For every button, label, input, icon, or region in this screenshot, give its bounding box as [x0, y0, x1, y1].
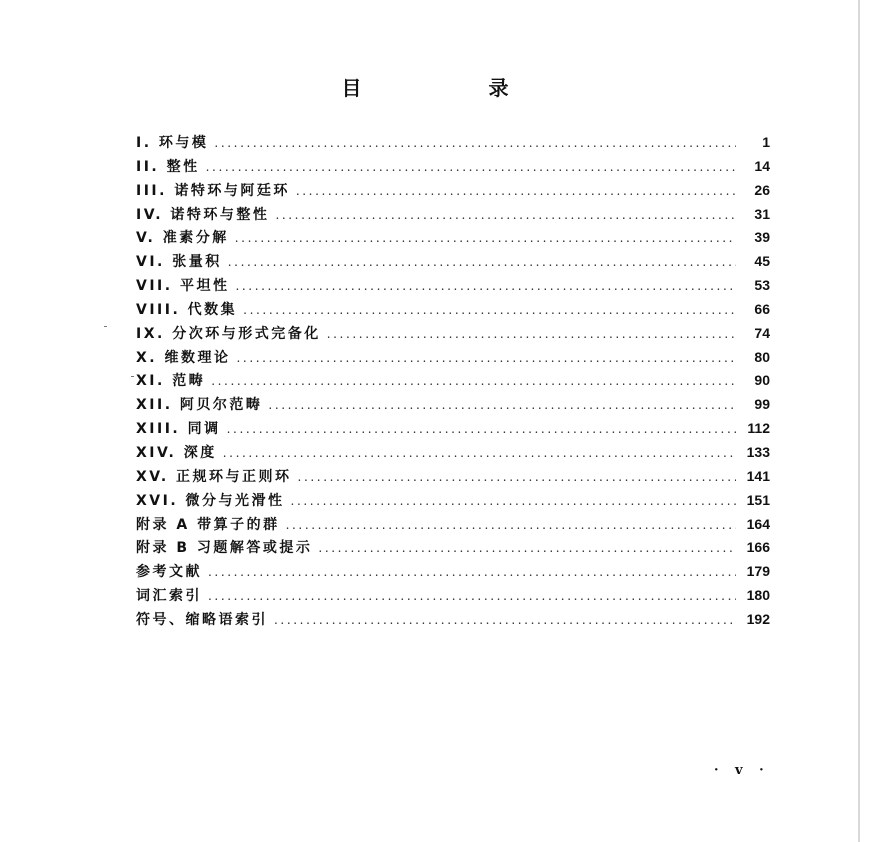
toc-leader-dots: [237, 351, 737, 365]
toc-entry-label: XI. 范畴: [136, 373, 206, 390]
toc-entry[interactable]: [136, 347, 770, 371]
toc-entry[interactable]: [136, 251, 770, 275]
toc-entry[interactable]: [136, 180, 770, 204]
toc-leader-dots: [227, 422, 736, 436]
toc-entry-page: 66: [754, 300, 770, 317]
toc-entry-page: 39: [754, 229, 770, 246]
scan-speck: [131, 376, 134, 377]
scan-speck: [104, 326, 107, 327]
toc-entry-label: VIII. 代数集: [136, 301, 238, 318]
toc-entry-page: 53: [754, 277, 770, 294]
toc-entry[interactable]: [136, 204, 770, 228]
toc-entry-label: III. 诺特环与阿廷环: [136, 182, 290, 199]
toc-leader-dots: [298, 470, 736, 484]
toc-entry-page: 14: [754, 157, 770, 174]
toc-entry-page: 31: [754, 205, 770, 222]
toc-entry[interactable]: [136, 442, 770, 466]
toc-entry[interactable]: [136, 585, 770, 609]
toc-entry[interactable]: [136, 537, 770, 561]
toc-entry-label: IX. 分次环与形式完备化: [136, 325, 321, 342]
toc-entry-page: 151: [746, 491, 770, 508]
table-of-contents: [136, 132, 770, 633]
toc-entry-label: XIII. 同调: [136, 421, 221, 438]
toc-entry-label: VI. 张量积: [136, 254, 222, 271]
toc-entry-page: 180: [746, 587, 770, 604]
toc-entry-page: 45: [754, 253, 770, 270]
toc-entry-label: II. 整性: [136, 158, 200, 175]
toc-entry-label: X. 维数理论: [136, 349, 231, 366]
toc-entry[interactable]: [136, 132, 770, 156]
toc-leader-dots: [243, 303, 736, 317]
toc-leader-dots: [223, 446, 736, 460]
toc-entry[interactable]: [136, 466, 770, 490]
toc-entry[interactable]: [136, 490, 770, 514]
toc-entry[interactable]: [136, 394, 770, 418]
toc-entry[interactable]: [136, 609, 770, 633]
toc-leader-dots: [327, 327, 736, 341]
toc-leader-dots: [228, 255, 736, 269]
toc-entry-label: 词汇索引: [136, 588, 202, 605]
toc-leader-dots: [296, 184, 736, 198]
toc-entry[interactable]: [136, 561, 770, 585]
toc-leader-dots: [235, 279, 736, 293]
toc-entry-label: IV. 诺特环与整性: [136, 206, 270, 223]
toc-entry[interactable]: [136, 227, 770, 251]
toc-entry-label: V. 准素分解: [136, 230, 229, 247]
toc-entry-label: 附录 B 习题解答或提示: [136, 540, 313, 557]
page-number: · v ·: [714, 763, 770, 778]
toc-entry-label: XVI. 微分与光滑性: [136, 492, 285, 509]
toc-leader-dots: [208, 565, 736, 579]
toc-leader-dots: [291, 494, 736, 508]
toc-leader-dots: [214, 136, 736, 150]
page-title: 目 录: [341, 76, 569, 100]
toc-leader-dots: [211, 374, 736, 388]
toc-leader-dots: [286, 518, 736, 532]
toc-leader-dots: [208, 589, 736, 603]
toc-entry-page: 74: [754, 324, 770, 341]
toc-entry-page: 80: [754, 348, 770, 365]
toc-entry-label: XV. 正规环与正则环: [136, 468, 292, 485]
toc-leader-dots: [235, 231, 736, 245]
toc-entry-page: 179: [746, 563, 770, 580]
toc-entry-page: 90: [754, 372, 770, 389]
toc-entry[interactable]: [136, 156, 770, 180]
toc-entry-page: 164: [746, 515, 770, 532]
toc-entry-page: 112: [747, 420, 770, 437]
toc-entry-page: 133: [746, 443, 770, 460]
toc-entry-page: 99: [754, 396, 770, 413]
toc-entry-label: XII. 阿贝尔范畴: [136, 397, 263, 414]
toc-leader-dots: [275, 208, 736, 222]
toc-leader-dots: [268, 398, 736, 412]
toc-entry-label: VII. 平坦性: [136, 278, 230, 295]
toc-entry-page: 26: [754, 181, 770, 198]
page-edge: [858, 0, 860, 842]
toc-entry[interactable]: [136, 418, 770, 442]
toc-entry-label: I. 环与模: [136, 135, 209, 151]
toc-entry[interactable]: [136, 323, 770, 347]
toc-entry[interactable]: [136, 514, 770, 538]
toc-entry[interactable]: [136, 299, 770, 323]
toc-entry-label: 附录 A 带算子的群: [136, 516, 280, 533]
toc-entry-page: 1: [762, 134, 770, 150]
toc-entry-label: XIV. 深度: [136, 444, 217, 461]
toc-entry-label: 符号、缩略语索引: [136, 611, 268, 628]
toc-entry-page: 141: [746, 467, 770, 484]
toc-entry-label: 参考文献: [136, 564, 202, 581]
toc-leader-dots: [274, 613, 736, 627]
toc-entry-page: 192: [746, 610, 770, 627]
toc-leader-dots: [318, 541, 736, 555]
toc-entry[interactable]: [136, 370, 770, 394]
toc-entry[interactable]: [136, 275, 770, 299]
toc-entry-page: 166: [746, 539, 770, 556]
toc-leader-dots: [206, 160, 736, 174]
